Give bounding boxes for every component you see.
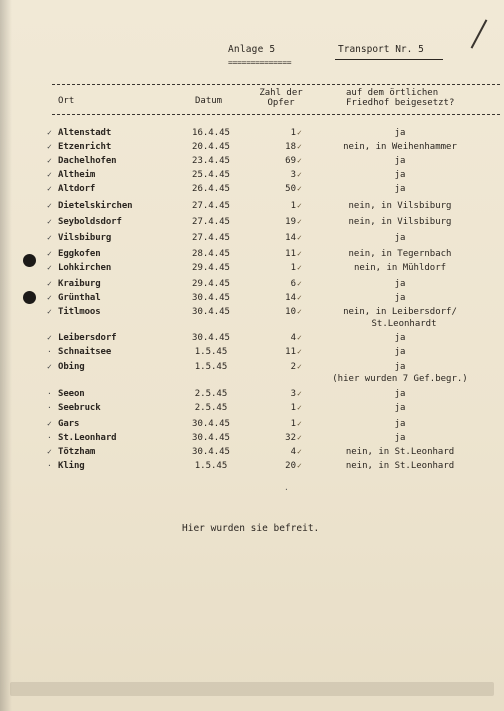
row-beigesetzt: ja [394,389,406,399]
row-beigesetzt: nein, in Vilsbiburg [348,201,452,211]
row-zahl-tick: ✓ [297,293,302,302]
row-datum: 1.5.45 [194,461,228,471]
row-datum: 26.4.45 [192,184,230,194]
row-beigesetzt: nein, in St.Leonhard [345,461,455,471]
row-check-mark: · [47,433,52,442]
row-datum: 23.4.45 [192,156,230,166]
row-zahl-tick: ✓ [297,201,302,210]
row-datum: 30.4.45 [192,333,230,343]
row-zahl: 11 [285,249,296,259]
row-beigesetzt: nein, in Leibersdorf/ [343,307,457,317]
row-zahl-tick: ✓ [297,263,302,272]
table-row [0,333,504,347]
table-row [0,201,504,215]
row-check-mark: ✓ [47,293,52,302]
row-beigesetzt: ja [394,128,406,138]
row-beigesetzt: ja [394,333,406,343]
row-beigesetzt-line2: St.Leonhardt [371,319,437,329]
row-zahl: 10 [285,307,296,317]
row-zahl: 1 [290,403,296,413]
row-zahl: 14 [285,233,296,243]
row-zahl-tick: ✓ [297,433,302,442]
row-ort: Obing [58,362,85,372]
row-datum: 27.4.45 [192,201,230,211]
row-ort: Altdorf [58,184,96,194]
table-row [0,156,504,170]
row-zahl-tick: ✓ [297,217,302,226]
col-header-zahl [257,88,305,108]
row-check-mark: ✓ [47,447,52,456]
row-beigesetzt: nein, in Mühldorf [353,263,447,273]
row-datum: 2.5.45 [194,389,228,399]
row-check-mark: ✓ [47,156,52,165]
stray-mark: · [284,485,289,494]
row-datum: 1.5.45 [194,362,228,372]
col-header-zahl-line1: Zahl der [259,88,303,98]
row-ort: Schnaitsee [58,347,112,357]
row-datum: 30.4.45 [192,433,230,443]
row-check-mark: ✓ [47,170,52,179]
row-zahl: 1 [290,419,296,429]
table-row [0,347,504,361]
row-beigesetzt: ja [394,362,406,372]
row-zahl-tick: ✓ [297,461,302,470]
row-zahl-tick: ✓ [297,419,302,428]
row-zahl: 69 [285,156,296,166]
col-header-datum: Datum [195,96,223,106]
anlage-heading: Anlage 5 [228,44,276,55]
table-row [0,403,504,417]
header-bottom-rule [52,114,500,115]
row-zahl: 4 [290,333,296,343]
row-ort: Etzenricht [58,142,112,152]
row-check-mark: ✓ [47,201,52,210]
footer-note: Hier wurden sie befreit. [182,523,320,534]
row-beigesetzt: ja [394,156,406,166]
row-ort: Titlmoos [58,307,101,317]
table-row [0,249,504,263]
row-beigesetzt: ja [394,419,406,429]
row-beigesetzt: ja [394,433,406,443]
row-ort: Seyboldsdorf [58,217,122,227]
col-header-begr-line1: auf dem örtlichen [346,88,439,98]
row-datum: 27.4.45 [192,233,230,243]
row-zahl: 11 [285,347,296,357]
row-datum: 2.5.45 [194,403,228,413]
row-check-mark: ✓ [47,279,52,288]
row-check-mark: ✓ [47,333,52,342]
row-check-mark: ✓ [47,419,52,428]
table-row [0,307,504,329]
row-ort: Altenstadt [58,128,112,138]
row-check-mark: · [47,403,52,412]
row-ort: Altheim [58,170,96,180]
row-zahl-tick: ✓ [297,403,302,412]
anlage-underline: ============== [228,58,292,67]
row-check-mark: ✓ [47,184,52,193]
row-zahl: 19 [285,217,296,227]
table-row [0,233,504,247]
row-check-mark: ✓ [47,362,52,371]
row-beigesetzt: nein, in Vilsbiburg [348,217,452,227]
row-zahl-tick: ✓ [297,142,302,151]
row-check-mark: ✓ [47,217,52,226]
table-row [0,433,504,447]
row-zahl-tick: ✓ [297,389,302,398]
header-top-rule [52,84,500,85]
col-header-begr-line2: Friedhof beigesetzt? [346,98,455,108]
row-zahl-tick: ✓ [297,307,302,316]
row-check-mark: · [47,389,52,398]
row-beigesetzt: ja [394,293,406,303]
row-check-mark: ✓ [47,307,52,316]
row-datum: 1.5.45 [194,347,228,357]
row-ort: Eggkofen [58,249,101,259]
row-zahl-tick: ✓ [297,347,302,356]
row-zahl-tick: ✓ [297,362,302,371]
row-datum: 29.4.45 [192,279,230,289]
row-zahl: 3 [290,170,296,180]
row-zahl: 1 [290,128,296,138]
row-ort: St.Leonhard [58,433,117,443]
row-zahl: 20 [285,461,296,471]
bottom-smudge [10,682,494,696]
col-header-zahl-line2: Opfer [267,98,295,108]
table-row [0,389,504,403]
table-row [0,461,504,475]
row-datum: 30.4.45 [192,419,230,429]
row-zahl: 2 [290,362,296,372]
row-check-mark: ✓ [47,249,52,258]
table-row [0,279,504,293]
row-ort: Seeon [58,389,85,399]
row-check-mark: · [47,347,52,356]
table-row [0,362,504,384]
row-ort: Grünthal [58,293,101,303]
row-datum: 16.4.45 [192,128,230,138]
row-zahl-tick: ✓ [297,170,302,179]
row-ort: Leibersdorf [58,333,117,343]
row-ort: Dachelhofen [58,156,117,166]
row-check-mark: ✓ [47,128,52,137]
row-datum: 20.4.45 [192,142,230,152]
row-zahl: 1 [290,201,296,211]
row-check-mark: ✓ [47,263,52,272]
row-beigesetzt: ja [394,279,406,289]
row-zahl-tick: ✓ [297,333,302,342]
row-check-mark: ✓ [47,233,52,242]
row-ort: Seebruck [58,403,101,413]
row-check-mark: · [47,461,52,470]
row-beigesetzt: ja [394,184,406,194]
row-ort: Kling [58,461,85,471]
table-row [0,263,504,277]
transport-underline [335,59,443,60]
row-zahl: 1 [290,263,296,273]
row-zahl-tick: ✓ [297,233,302,242]
row-zahl-tick: ✓ [297,447,302,456]
row-ort: Lohkirchen [58,263,112,273]
row-zahl-tick: ✓ [297,184,302,193]
row-ort: Kraiburg [58,279,101,289]
table-row [0,142,504,156]
row-zahl-tick: ✓ [297,156,302,165]
table-row [0,184,504,198]
row-datum: 27.4.45 [192,217,230,227]
row-beigesetzt: ja [394,233,406,243]
row-datum: 28.4.45 [192,249,230,259]
table-row [0,128,504,142]
row-beigesetzt: nein, in St.Leonhard [345,447,455,457]
row-beigesetzt: ja [394,347,406,357]
row-zahl: 4 [290,447,296,457]
row-datum: 30.4.45 [192,293,230,303]
row-ort: Vilsbiburg [58,233,112,243]
row-beigesetzt: ja [394,170,406,180]
row-beigesetzt-line2: (hier wurden 7 Gef.begr.) [332,374,468,384]
row-ort: Gars [58,419,80,429]
col-header-begr [346,88,454,108]
row-zahl: 18 [285,142,296,152]
row-datum: 29.4.45 [192,263,230,273]
row-beigesetzt: nein, in Weihenhammer [343,142,457,152]
row-zahl-tick: ✓ [297,249,302,258]
table-row [0,293,504,307]
row-zahl-tick: ✓ [297,279,302,288]
transport-heading: Transport Nr. 5 [338,44,424,55]
row-zahl: 3 [290,389,296,399]
row-zahl: 50 [285,184,296,194]
row-datum: 30.4.45 [192,447,230,457]
row-zahl: 32 [285,433,296,443]
table-row [0,447,504,461]
table-row [0,419,504,433]
row-ort: Tötzham [58,447,96,457]
row-check-mark: ✓ [47,142,52,151]
corner-check-mark [471,19,488,48]
row-datum: 25.4.45 [192,170,230,180]
row-zahl: 14 [285,293,296,303]
row-ort: Dietelskirchen [58,201,133,211]
row-datum: 30.4.45 [192,307,230,317]
row-beigesetzt: nein, in Tegernbach [348,249,452,259]
row-zahl: 6 [290,279,296,289]
table-row [0,170,504,184]
col-header-ort: Ort [58,96,75,106]
table-row [0,217,504,231]
row-zahl-tick: ✓ [297,128,302,137]
row-beigesetzt: ja [394,403,406,413]
